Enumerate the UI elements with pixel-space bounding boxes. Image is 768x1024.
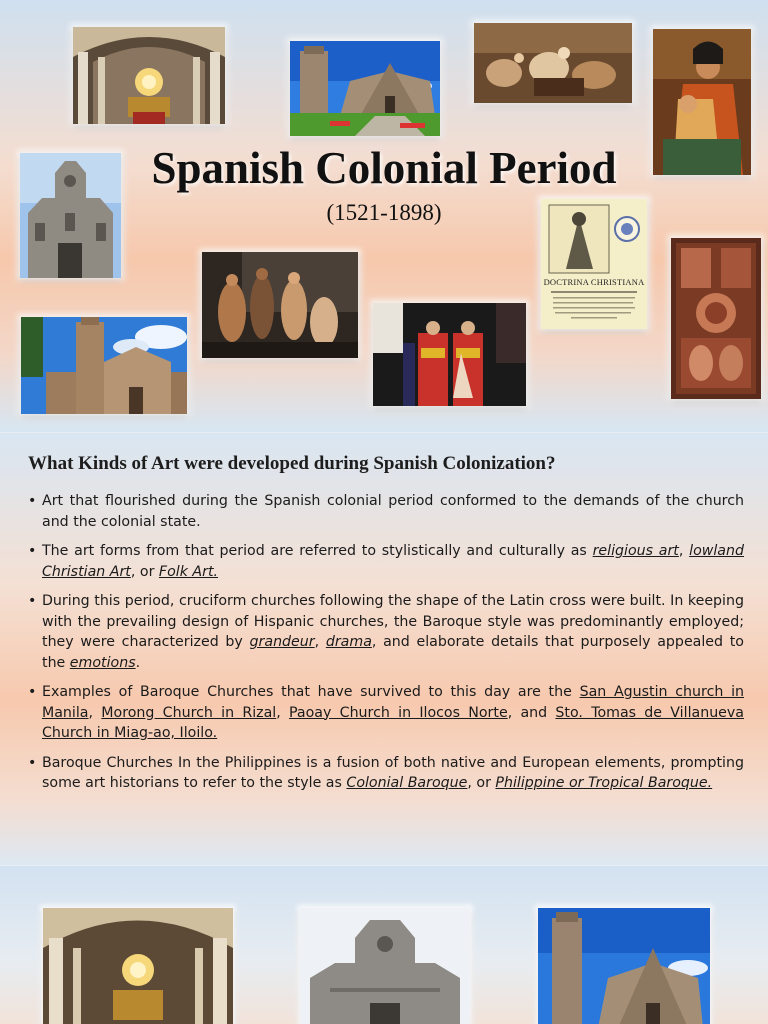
bullet-item	[28, 591, 744, 673]
term-miagao: Sto. Tomas de Villanueva Church in Miag-ao, Iloilo.	[42, 704, 745, 741]
slide-church-photos	[0, 866, 768, 1024]
term-drama: drama	[325, 634, 372, 650]
bullet-item	[28, 491, 744, 532]
bullet-text: ,	[276, 704, 290, 721]
bullet-text: Baroque Churches In the Philippines is a fusion of both native and European elements, prompting some art historians to refer to the style as	[42, 754, 744, 791]
church-facade-photo	[20, 153, 121, 278]
religious-procession-photo	[373, 303, 526, 406]
historical-painting-photo	[474, 23, 632, 103]
bullet-item	[28, 753, 744, 794]
carved-retablo-photo	[671, 238, 761, 399]
doctrina-christiana-book-photo	[541, 199, 647, 329]
slide-title-page	[0, 0, 768, 432]
bullet-text: ,	[314, 634, 326, 650]
term-grandeur: grandeur	[249, 634, 315, 650]
term-tropical-baroque: Philippine or Tropical Baroque.	[495, 775, 713, 791]
paoay-church-photo	[290, 41, 440, 136]
term-morong: Morong Church in Rizal	[101, 704, 277, 721]
church-interior-photo	[73, 27, 225, 124]
bullet-item	[28, 541, 744, 582]
bullet-text: , and	[507, 704, 556, 721]
slide-subtitle: (1521-1898)	[326, 200, 442, 225]
bullet-text: Examples of Baroque Churches that have survived to this day are the	[42, 684, 580, 700]
pilgrims-painting-photo	[202, 252, 358, 358]
term-religious-art: religious art	[592, 543, 679, 559]
slide-title: Spanish Colonial Period	[151, 143, 617, 193]
slide-heading: What Kinds of Art were developed during Spanish Colonization?	[28, 453, 556, 474]
term-folk-art: Folk Art.	[158, 563, 219, 580]
term-lowland-christian-art: lowland Christian Art	[42, 543, 744, 580]
bullet-text: ,	[88, 704, 102, 721]
bullet-text: Art that flourished during the Spanish colonial period conformed to the demands of the church and the colonial state.	[42, 493, 744, 530]
bullet-text: During this period, cruciform churches following the shape of the Latin cross were built. In keeping with the prevailing design of Hispanic churches, the Baroque style was predominantly employed; they were characterized by	[42, 593, 744, 650]
bullet-list	[28, 491, 744, 803]
miagao-church-photo	[21, 317, 187, 414]
paoay-church-photo	[538, 908, 710, 1024]
mother-and-child-painting-photo	[653, 29, 751, 175]
bullet-item	[28, 682, 744, 744]
term-san-agustin: San Agustin church in Manila	[42, 684, 744, 721]
san-agustin-interior-photo	[43, 908, 233, 1024]
bullet-text: ,	[678, 543, 690, 559]
slide-art-kinds	[0, 433, 768, 865]
morong-church-photo	[300, 908, 470, 1024]
bullet-text: , and elaborate details that purposely appealed to the	[42, 634, 744, 671]
bullet-text: .	[135, 654, 141, 671]
term-paoay: Paoay Church in Ilocos Norte	[289, 704, 508, 721]
bullet-text: The art forms from that period are referred to stylistically and culturally as	[42, 543, 593, 559]
bullet-text: , or	[130, 563, 159, 580]
term-emotions: emotions	[69, 654, 136, 671]
doctrina-caption: DOCTRINA CHRISTIANA	[543, 277, 645, 287]
bullet-text: , or	[467, 775, 496, 791]
term-colonial-baroque: Colonial Baroque	[346, 775, 468, 791]
